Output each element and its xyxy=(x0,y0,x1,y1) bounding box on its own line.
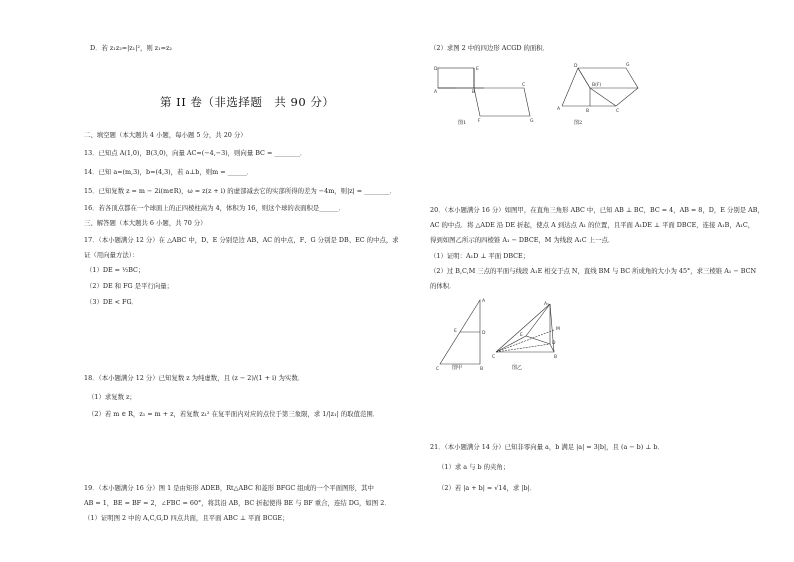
label-fig2-D: D xyxy=(574,64,578,69)
question-21-part2: （2）若 |a + b| = √14，求 |b|． xyxy=(438,484,537,492)
question-20-line3: 得到如图乙所示的四棱锥 A₁ − DBCE，M 为线段 A₁C 上一点． xyxy=(430,236,615,244)
fill-in-header: 二、填空题（本大题共 4 小题，每小题 5 分，共 20 分） xyxy=(84,131,247,139)
question-17-part3: （3）DE < FG． xyxy=(86,298,138,306)
section-title: 第 II 卷（非选择题 共 90 分） xyxy=(160,95,335,109)
label-yi-B: B xyxy=(554,355,558,360)
label-jia-D: D xyxy=(482,331,486,336)
question-20-line1: 20．（本小题满分 16 分）如图甲，在直角三角形 ABC 中，已知 AB ⊥ BC，BC = 4，AB = 8，D，E 分别是 AB， xyxy=(430,206,764,214)
question-16: 16．若各顶点都在一个球面上的正四棱柱高为 4，体积为 16，则这个球的表面积是______． xyxy=(84,204,345,212)
label-F: F xyxy=(478,119,481,124)
question-17-line1: 17．（本小题满分 12 分）在 △ABC 中，D、E 分别是边 AB、AC 的中点，F、G 分别是 DB、EC 的中点，求 xyxy=(84,236,399,244)
label-jia-A: A xyxy=(482,299,486,304)
label-yi-D: D xyxy=(552,341,556,346)
question-19-part1: （1）证明图 2 中的 A,C,G,D 四点共面，且平面 ABC ⊥ 平面 BCGE； xyxy=(84,514,289,522)
question-20-line2: AC 的中点．将 △ADE 沿 DE 折起，使点 A 到达点 A₁ 的位置，且平面 A₁DE ⊥ 平面 DBCE，连接 A₁B，A₁C， xyxy=(430,221,755,229)
question-20-part1: （1）证明：A₁D ⊥ 平面 DBCE； xyxy=(430,252,530,260)
label-B: B xyxy=(472,90,476,95)
figure-jia-caption: 图甲 xyxy=(452,365,463,371)
label-yi-M: M xyxy=(556,327,560,332)
label-yi-A1: A₁ xyxy=(544,302,549,307)
question-19-part2: （2）求图 2 中的四边形 ACGD 的面积． xyxy=(430,44,550,52)
figure-2-solid xyxy=(556,60,646,126)
question-20-part2b: 的体积． xyxy=(430,282,456,290)
solve-header: 三、解答题（本大题共 6 小题，共 70 分） xyxy=(84,219,207,227)
question-21-part1: （1）求 a 与 b 的夹角； xyxy=(438,463,510,471)
label-fig2-BF: B(F) xyxy=(592,83,602,88)
question-14: 14．已知 a=(m,3)，b=(4,3)，若 a⊥b，则m = ______． xyxy=(84,168,254,176)
question-18-part2: （2）若 m ∈ R，z₁ = m + z，若复数 z₁² 在复平面内对应的点位于第三象限，求 1/|z₁| 的取值范围． xyxy=(88,410,380,418)
question-18-line1: 18．（本小题满分 12 分）已知复数 z 为纯虚数，且 (z − 2)/(1 + i) 为实数． xyxy=(84,374,305,382)
figure-2-caption: 图2 xyxy=(574,120,583,126)
label-A: A xyxy=(434,90,438,95)
option-d: D．若 z₁z₂=|z₁|²，则 z₁=z₂ xyxy=(90,44,172,52)
question-18-part1: （1）求复数 z； xyxy=(88,393,136,401)
question-19-line2: AB = 1，BE = BF = 2，∠FBC = 60°，将其沿 AB，BC 折起使得 BE 与 BF 重合，连结 DG，如图 2． xyxy=(84,499,391,507)
label-jia-B: B xyxy=(480,367,484,372)
label-fig2-B: B xyxy=(586,109,590,114)
label-G: G xyxy=(530,119,534,124)
question-17-part1: （1）DE = ½BC； xyxy=(86,266,145,274)
figure-yi-caption: 图乙 xyxy=(512,365,523,371)
question-17-part2: （2）DE 和 FG 是平行向量； xyxy=(86,282,174,290)
label-fig2-G: G xyxy=(626,63,630,68)
label-C: C xyxy=(522,83,526,88)
figure-1-net xyxy=(432,60,542,130)
figure-yi-pyramid xyxy=(492,300,572,360)
figure-1-caption: 图1 xyxy=(458,120,467,126)
label-yi-E: E xyxy=(520,333,523,338)
question-21-line1: 21．（本小题满分 14 分）已知非零向量 a，b 满足 |a| = 3|b|，且 (a − b) ⊥ b． xyxy=(430,443,664,451)
label-E: E xyxy=(476,67,479,72)
label-fig2-A: A xyxy=(557,107,561,112)
question-15: 15．已知复数 z = m − 2i(m∈R)，ω = z(z + i) 的虚部减去它的实部所得的差为 −4m，则|z| = ________． xyxy=(84,187,397,195)
question-20-part2a: （2）过 B,C,M 三点的平面与线段 A₁E 相交于点 N，直线 BM 与 BC 所成角的大小为 45°，求三棱锥 A₁ − BCN xyxy=(430,267,757,275)
label-jia-C: C xyxy=(436,367,440,372)
label-yi-C: C xyxy=(492,355,496,360)
label-D: D xyxy=(434,67,438,72)
question-17-line2: 证（用向量方法）： xyxy=(84,251,139,259)
question-13: 13．已知点 A(1,0)，B(3,0)，向量 AC=(−4,−3)，则向量 BC = ________． xyxy=(84,149,307,157)
label-fig2-C: C xyxy=(616,109,620,114)
label-jia-E: E xyxy=(454,329,457,334)
question-19-line1: 19．（本小题满分 16 分）图 1 是由矩形 ADEB，Rt△ABC 和菱形 BFGC 组成的一个平面图形，其中 xyxy=(84,484,374,492)
